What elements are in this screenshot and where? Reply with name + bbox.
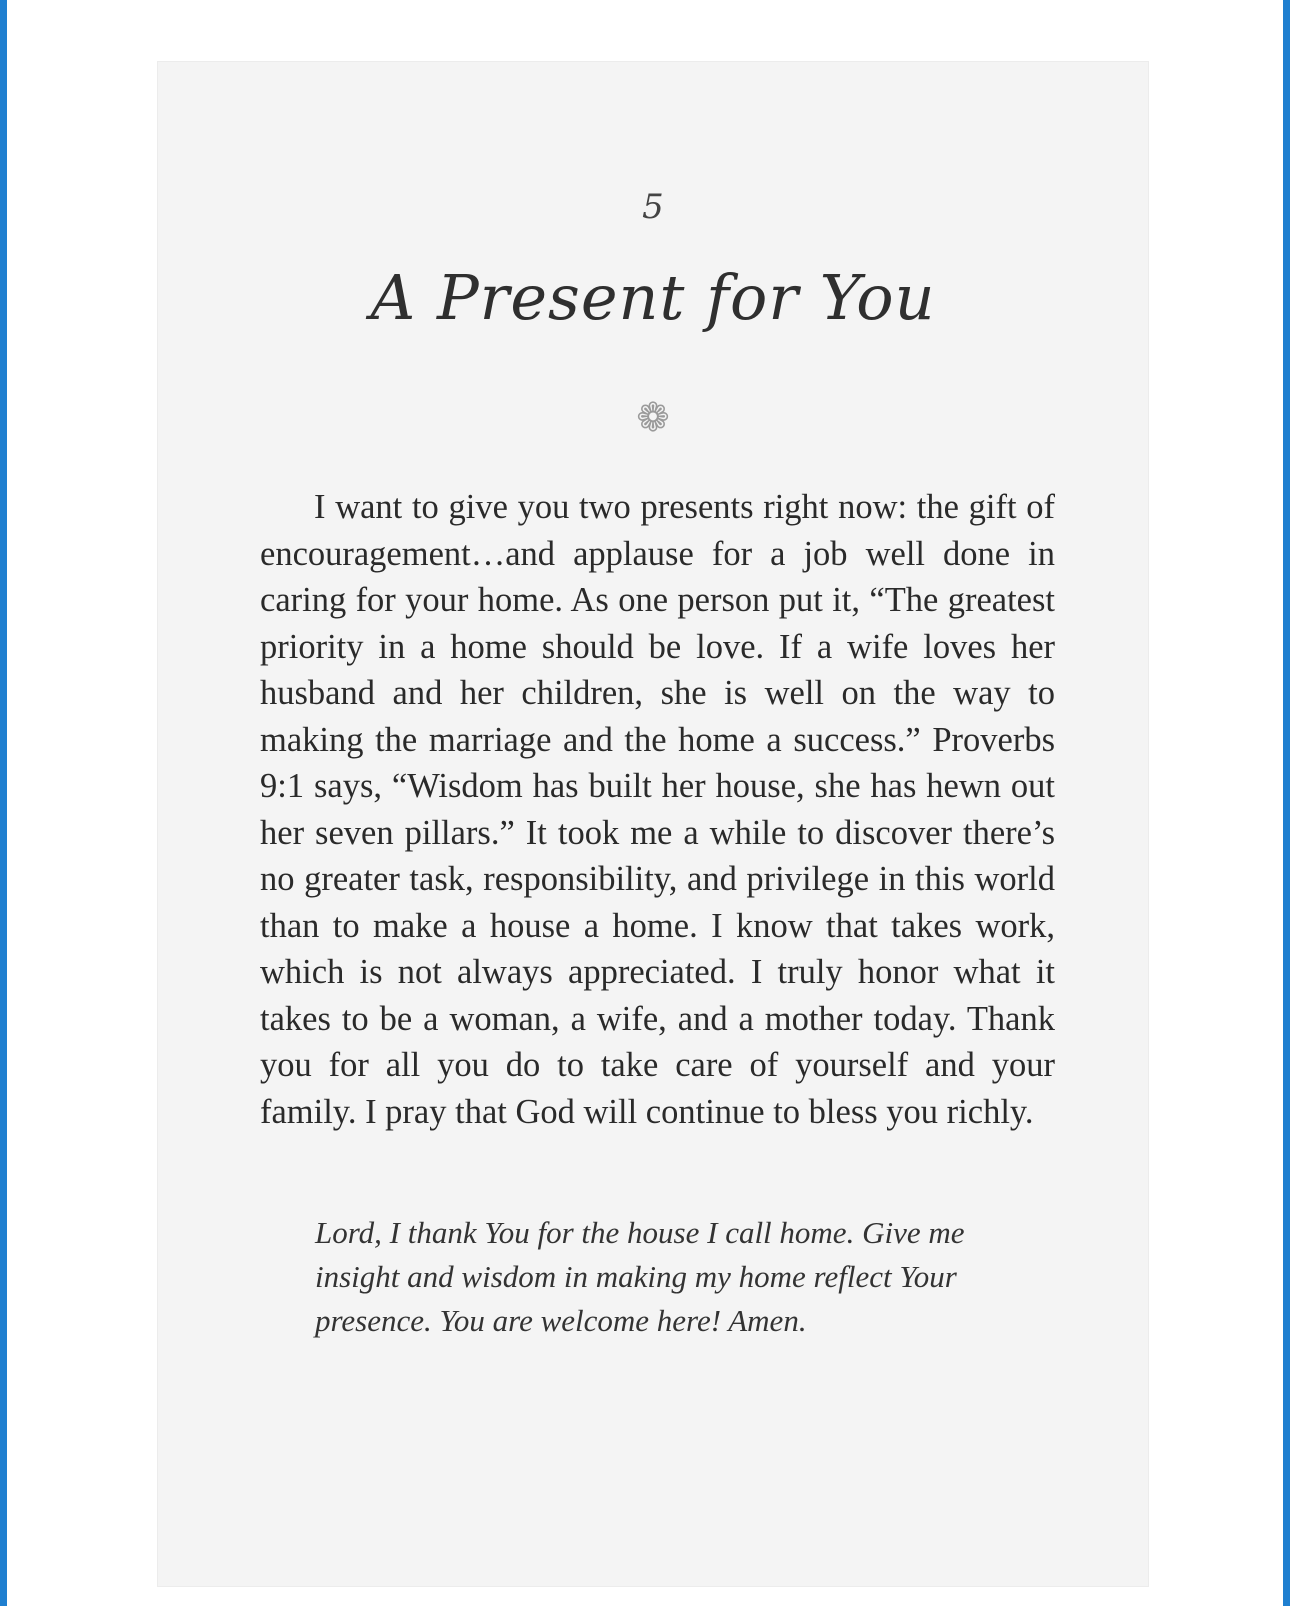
body-paragraph: I want to give you two presents right now: the gift of encouragement…and applause for a job well done in caring for your home. As one person put it, “The greatest priority in a home should be love. If a wife loves her husband and her children, she is well on the way to making the marriage and the home a success.” Proverbs 9:1 says, “Wisdom has built her house, she has hewn out her seven pillars.” It took me a while to discover there’s no greater task, responsibility, and privilege in this world than to make a house a home. I know that takes work, which is not always appreciated. I truly honor what it takes to be a woman, a wife, and a mother today. Thank you for all you do to take care of yourself and your family. I pray that God will continue to bless you richly. <box>260 488 1055 1131</box>
book-page <box>157 61 1149 1587</box>
chapter-number: 5 <box>642 187 664 227</box>
floral-ornament-icon: ❁ <box>636 395 670 441</box>
prayer-paragraph: Lord, I thank You for the house I call home. Give me insight and wisdom in making my home reflect Your presence. You are welcome here! Amen. <box>315 1215 965 1338</box>
chapter-title: A Present for You <box>370 261 936 334</box>
